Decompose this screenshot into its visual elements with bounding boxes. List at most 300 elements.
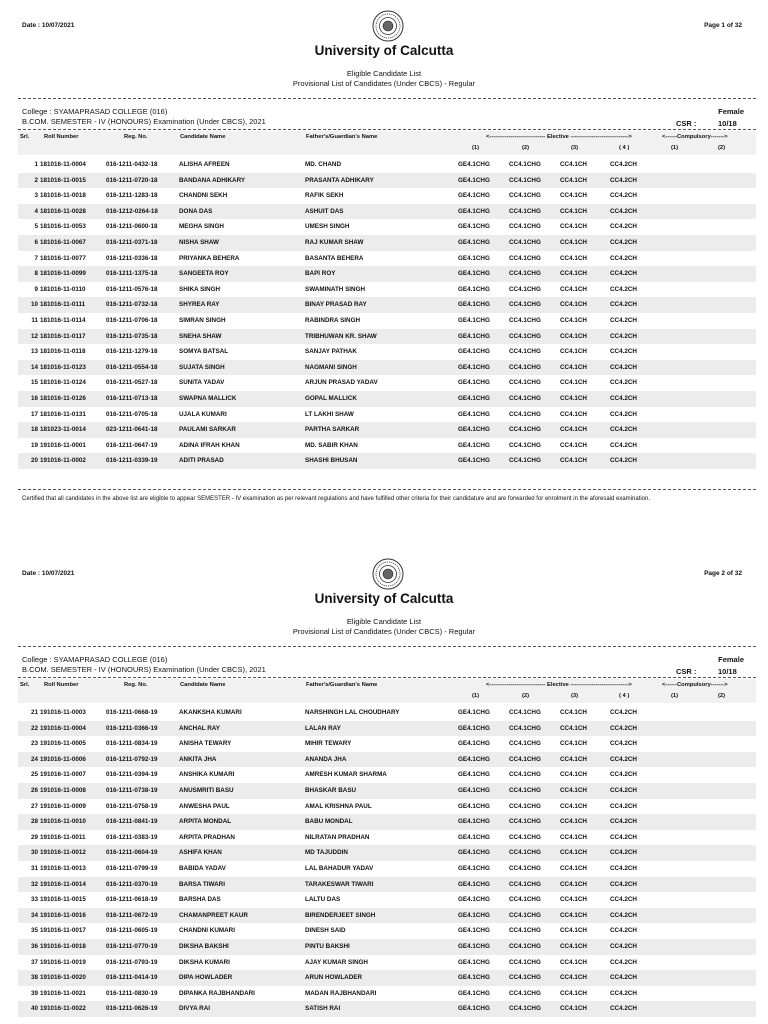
registration-number: 016-1211-0792-19 bbox=[106, 755, 158, 763]
guardian-name: LAL BAHADUR YADAV bbox=[305, 864, 374, 872]
elective-2: CC4.1CHG bbox=[509, 207, 541, 215]
list-description: Provisional List of Candidates (Under CBCS) - Regular bbox=[292, 627, 476, 636]
college-label: College : SYAMAPRASAD COLLEGE (016) bbox=[22, 655, 168, 664]
elective-2: CC4.1CHG bbox=[509, 223, 541, 231]
elective-4: CC4.2CH bbox=[610, 223, 637, 231]
header-e4: ( 4 ) bbox=[619, 145, 630, 151]
serial-number: 33 bbox=[30, 896, 38, 904]
elective-4: CC4.2CH bbox=[610, 989, 637, 997]
header-father: Father's/Guardian's Name bbox=[306, 682, 378, 688]
serial-number: 7 bbox=[34, 254, 38, 262]
table-row bbox=[18, 219, 756, 235]
elective-4: CC4.2CH bbox=[610, 316, 637, 324]
roll-number: 191016-11-0014 bbox=[40, 880, 86, 888]
table-row bbox=[18, 705, 756, 721]
header-e1: (1) bbox=[472, 693, 480, 699]
table-row bbox=[18, 908, 756, 924]
registration-number: 016-1211-0705-18 bbox=[106, 410, 158, 418]
table-row bbox=[18, 375, 756, 391]
roll-number: 191016-11-0015 bbox=[40, 896, 86, 904]
candidate-name: MEGHA SINGH bbox=[179, 223, 224, 231]
serial-number: 35 bbox=[30, 927, 38, 935]
elective-4: CC4.2CH bbox=[610, 833, 637, 841]
elective-3: CC4.1CH bbox=[560, 880, 587, 888]
serial-number: 14 bbox=[30, 363, 38, 371]
candidate-name: CHANDNI KUMARI bbox=[179, 927, 235, 935]
roll-number: 181016-11-0015 bbox=[40, 176, 86, 184]
roll-number: 181016-11-0099 bbox=[40, 270, 86, 278]
candidate-name: SIMRAN SINGH bbox=[179, 316, 226, 324]
registration-number: 016-1211-0758-19 bbox=[106, 802, 158, 810]
elective-3: CC4.1CH bbox=[560, 332, 587, 340]
elective-2: CC4.1CHG bbox=[509, 974, 541, 982]
table-row bbox=[18, 923, 756, 939]
elective-4: CC4.2CH bbox=[610, 849, 637, 857]
header-e3: (3) bbox=[571, 145, 579, 151]
elective-1: GE4.1CHG bbox=[458, 709, 490, 716]
exam-label: B.COM. SEMESTER - IV (HONOURS) Examination (Under CBCS), 2021 bbox=[22, 117, 266, 126]
elective-3: CC4.1CH bbox=[560, 301, 587, 309]
elective-4: CC4.2CH bbox=[610, 332, 637, 340]
elective-3: CC4.1CH bbox=[560, 254, 587, 262]
candidate-name: ANSHIKA KUMARI bbox=[179, 771, 235, 779]
guardian-name: NILRATAN PRADHAN bbox=[305, 833, 370, 841]
registration-number: 016-1211-0672-19 bbox=[106, 911, 158, 919]
header-e2: (2) bbox=[522, 693, 530, 699]
elective-4: CC4.2CH bbox=[610, 348, 637, 356]
elective-4: CC4.2CH bbox=[610, 426, 637, 434]
elective-4: CC4.2CH bbox=[610, 270, 637, 278]
candidate-name: DIVYA RAI bbox=[179, 1005, 211, 1013]
divider bbox=[18, 489, 756, 490]
registration-number: 016-1211-0600-18 bbox=[106, 223, 158, 231]
candidate-name: DIKSHA KUMARI bbox=[179, 958, 230, 966]
header-elective: <----------------------------- Elective ------------------------------> bbox=[486, 682, 632, 688]
guardian-name: MIHIR TEWARY bbox=[305, 740, 352, 748]
header-elective: <----------------------------- Elective ------------------------------> bbox=[486, 134, 632, 140]
header-reg: Reg. No. bbox=[124, 134, 148, 140]
elective-4: CC4.2CH bbox=[610, 942, 637, 950]
roll-number: 181016-11-0118 bbox=[40, 348, 86, 356]
serial-number: 16 bbox=[30, 394, 38, 402]
guardian-name: SANJAY PATHAK bbox=[305, 348, 357, 356]
elective-2: CC4.1CHG bbox=[509, 332, 541, 340]
candidate-name: ANISHA TEWARY bbox=[179, 740, 232, 748]
exam-label: B.COM. SEMESTER - IV (HONOURS) Examination (Under CBCS), 2021 bbox=[22, 665, 266, 674]
roll-number: 191016-11-0012 bbox=[40, 849, 86, 857]
roll-number: 191016-11-0021 bbox=[40, 989, 86, 997]
roll-number: 181016-11-0067 bbox=[40, 238, 86, 246]
table-row bbox=[18, 282, 756, 298]
elective-3: CC4.1CH bbox=[560, 958, 587, 966]
serial-number: 23 bbox=[30, 740, 38, 748]
elective-4: CC4.2CH bbox=[610, 864, 637, 872]
guardian-name: AJAY KUMAR SINGH bbox=[305, 958, 368, 966]
elective-4: CC4.2CH bbox=[610, 301, 637, 309]
csr-value: 10/18 bbox=[718, 667, 737, 676]
elective-4: CC4.2CH bbox=[610, 802, 637, 810]
candidate-name: BANDANA ADHIKARY bbox=[179, 176, 246, 184]
elective-1: GE4.1CHG bbox=[458, 989, 490, 997]
candidate-name: DONA DAS bbox=[179, 207, 213, 215]
candidate-name: BABIDA YADAV bbox=[179, 864, 226, 872]
table-row bbox=[18, 453, 756, 469]
registration-number: 016-1211-0383-19 bbox=[106, 833, 158, 841]
elective-3: CC4.1CH bbox=[560, 441, 587, 449]
serial-number: 11 bbox=[31, 316, 38, 324]
roll-number: 191016-11-0009 bbox=[40, 802, 86, 810]
registration-number: 016-1211-0604-19 bbox=[106, 849, 158, 857]
elective-4: CC4.2CH bbox=[610, 740, 637, 748]
elective-1: GE4.1CHG bbox=[458, 724, 490, 732]
candidate-name: CHANDNI SEKH bbox=[179, 192, 228, 200]
candidate-name: SNEHA SHAW bbox=[179, 332, 222, 340]
elective-3: CC4.1CH bbox=[560, 755, 587, 763]
elective-4: CC4.2CH bbox=[610, 410, 637, 418]
registration-number: 016-1211-0626-19 bbox=[106, 1005, 158, 1013]
roll-number: 181016-11-0004 bbox=[40, 161, 86, 168]
elective-2: CC4.1CHG bbox=[509, 849, 541, 857]
table-row bbox=[18, 313, 756, 329]
guardian-name: ARJUN PRASAD YADAV bbox=[305, 379, 378, 387]
elective-4: CC4.2CH bbox=[610, 238, 637, 246]
elective-3: CC4.1CH bbox=[560, 709, 587, 716]
header-name: Candidate Name bbox=[180, 134, 226, 140]
registration-number: 016-1211-0605-19 bbox=[106, 927, 158, 935]
header-srl: Srl. bbox=[20, 134, 30, 140]
candidate-name: SUJATA SINGH bbox=[179, 363, 225, 371]
table-row bbox=[18, 173, 756, 189]
elective-2: CC4.1CHG bbox=[509, 958, 541, 966]
guardian-name: PRASANTA ADHIKARY bbox=[305, 176, 374, 184]
registration-number: 016-1211-0770-19 bbox=[106, 942, 158, 950]
elective-1: GE4.1CHG bbox=[458, 270, 490, 278]
table-row bbox=[18, 955, 756, 971]
serial-number: 19 bbox=[30, 441, 38, 449]
elective-1: GE4.1CHG bbox=[458, 441, 490, 449]
candidate-name: BARSA TIWARI bbox=[179, 880, 225, 888]
guardian-name: SWAMINATH SINGH bbox=[305, 285, 366, 293]
candidate-name: NISHA SHAW bbox=[179, 238, 219, 246]
elective-4: CC4.2CH bbox=[610, 285, 637, 293]
table-row bbox=[18, 438, 756, 454]
elective-3: CC4.1CH bbox=[560, 285, 587, 293]
table-row bbox=[18, 986, 756, 1002]
roll-number: 181016-11-0018 bbox=[40, 192, 86, 200]
table-row bbox=[18, 329, 756, 345]
candidate-name: ASHIFA KHAN bbox=[179, 849, 222, 857]
guardian-name: RAJ KUMAR SHAW bbox=[305, 238, 364, 246]
elective-2: CC4.1CHG bbox=[509, 802, 541, 810]
elective-1: GE4.1CHG bbox=[458, 301, 490, 309]
registration-number: 016-1211-0554-18 bbox=[106, 363, 158, 371]
page-number: Page 2 of 32 bbox=[704, 570, 742, 577]
elective-2: CC4.1CHG bbox=[509, 316, 541, 324]
date-label: Date : 10/07/2021 bbox=[22, 22, 75, 29]
elective-3: CC4.1CH bbox=[560, 833, 587, 841]
serial-number: 31 bbox=[30, 864, 38, 872]
roll-number: 181016-11-0126 bbox=[40, 394, 86, 402]
csr-label: CSR : bbox=[676, 119, 697, 128]
elective-1: GE4.1CHG bbox=[458, 974, 490, 982]
elective-1: GE4.1CHG bbox=[458, 223, 490, 231]
roll-number: 181016-11-0110 bbox=[40, 285, 86, 293]
table-row bbox=[18, 845, 756, 861]
elective-1: GE4.1CHG bbox=[458, 363, 490, 371]
guardian-name: PINTU BAKSHI bbox=[305, 942, 350, 950]
elective-1: GE4.1CHG bbox=[458, 1005, 490, 1013]
elective-1: GE4.1CHG bbox=[458, 911, 490, 919]
serial-number: 9 bbox=[34, 285, 38, 293]
guardian-name: ANANDA JHA bbox=[305, 755, 347, 763]
roll-number: 191016-11-0011 bbox=[40, 833, 86, 841]
elective-4: CC4.2CH bbox=[610, 755, 637, 763]
elective-4: CC4.2CH bbox=[610, 207, 637, 215]
header-compulsory: <------Compulsory-------> bbox=[662, 134, 728, 140]
table-row bbox=[18, 767, 756, 783]
registration-number: 016-1211-0366-19 bbox=[106, 724, 158, 732]
header-reg: Reg. No. bbox=[124, 682, 148, 688]
guardian-name: PARTHA SARKAR bbox=[305, 426, 360, 434]
registration-number: 016-1211-0841-19 bbox=[106, 818, 158, 826]
header-roll: Roll Number bbox=[44, 134, 79, 140]
registration-number: 016-1211-0414-19 bbox=[106, 974, 158, 982]
guardian-name: RABINDRA SINGH bbox=[305, 316, 361, 324]
guardian-name: UMESH SINGH bbox=[305, 223, 350, 231]
serial-number: 15 bbox=[30, 379, 38, 387]
roll-number: 181023-11-0014 bbox=[40, 426, 86, 434]
candidate-name: SUNITA YADAV bbox=[179, 379, 225, 387]
table-row bbox=[18, 783, 756, 799]
guardian-name: BASANTA BEHERA bbox=[305, 254, 364, 262]
candidate-name: ALISHA AFREEN bbox=[179, 161, 230, 168]
serial-number: 4 bbox=[34, 207, 38, 215]
guardian-name: BHASKAR BASU bbox=[305, 786, 357, 794]
elective-4: CC4.2CH bbox=[610, 176, 637, 184]
elective-1: GE4.1CHG bbox=[458, 332, 490, 340]
guardian-name: NAGMANI SINGH bbox=[305, 363, 357, 371]
elective-4: CC4.2CH bbox=[610, 457, 637, 465]
table-row bbox=[18, 422, 756, 438]
table-row bbox=[18, 799, 756, 815]
elective-3: CC4.1CH bbox=[560, 724, 587, 732]
roll-number: 191016-11-0008 bbox=[40, 786, 86, 794]
elective-3: CC4.1CH bbox=[560, 911, 587, 919]
registration-number: 016-1211-0799-19 bbox=[106, 864, 158, 872]
candidate-name: DIPA HOWLADER bbox=[179, 974, 233, 982]
elective-4: CC4.2CH bbox=[610, 161, 637, 168]
elective-2: CC4.1CHG bbox=[509, 176, 541, 184]
candidate-name: ARPITA MONDAL bbox=[179, 818, 232, 826]
roll-number: 181016-11-0111 bbox=[40, 301, 86, 309]
table-row bbox=[18, 204, 756, 220]
registration-number: 016-1211-1279-18 bbox=[106, 348, 158, 356]
candidate-name: ANUSMRITI BASU bbox=[179, 786, 234, 794]
registration-number: 016-1211-0668-19 bbox=[106, 709, 158, 716]
elective-3: CC4.1CH bbox=[560, 740, 587, 748]
header-compulsory: <------Compulsory-------> bbox=[662, 682, 728, 688]
elective-1: GE4.1CHG bbox=[458, 254, 490, 262]
table-row bbox=[18, 814, 756, 830]
header-e1: (1) bbox=[472, 145, 480, 151]
elective-4: CC4.2CH bbox=[610, 896, 637, 904]
elective-4: CC4.2CH bbox=[610, 958, 637, 966]
elective-1: GE4.1CHG bbox=[458, 192, 490, 200]
elective-1: GE4.1CHG bbox=[458, 238, 490, 246]
header-c2: (2) bbox=[718, 693, 726, 699]
roll-number: 181016-11-0053 bbox=[40, 223, 86, 231]
roll-number: 191016-11-0007 bbox=[40, 771, 86, 779]
elective-3: CC4.1CH bbox=[560, 457, 587, 465]
registration-number: 016-1211-0527-18 bbox=[106, 379, 158, 387]
roll-number: 191016-11-0006 bbox=[40, 755, 86, 763]
table-row bbox=[18, 344, 756, 360]
registration-number: 016-1211-0618-19 bbox=[106, 896, 158, 904]
roll-number: 191016-11-0017 bbox=[40, 927, 86, 935]
elective-3: CC4.1CH bbox=[560, 896, 587, 904]
elective-1: GE4.1CHG bbox=[458, 927, 490, 935]
page-2 bbox=[0, 548, 768, 1024]
serial-number: 17 bbox=[30, 410, 38, 418]
serial-number: 8 bbox=[34, 270, 38, 278]
elective-1: GE4.1CHG bbox=[458, 426, 490, 434]
roll-number: 191016-11-0005 bbox=[40, 740, 86, 748]
registration-number: 016-1211-1283-18 bbox=[106, 192, 158, 200]
table-row bbox=[18, 157, 756, 173]
elective-1: GE4.1CHG bbox=[458, 207, 490, 215]
guardian-name: BABU MONDAL bbox=[305, 818, 353, 826]
elective-4: CC4.2CH bbox=[610, 724, 637, 732]
elective-3: CC4.1CH bbox=[560, 771, 587, 779]
table-row bbox=[18, 407, 756, 423]
table-row bbox=[18, 861, 756, 877]
guardian-name: BAPI ROY bbox=[305, 270, 336, 278]
candidate-name: ARPITA PRADHAN bbox=[179, 833, 235, 841]
guardian-name: AMRESH KUMAR SHARMA bbox=[305, 771, 387, 779]
guardian-name: NARSHINGH LAL CHOUDHARY bbox=[305, 709, 400, 716]
elective-1: GE4.1CHG bbox=[458, 316, 490, 324]
guardian-name: SATISH RAI bbox=[305, 1005, 341, 1013]
elective-4: CC4.2CH bbox=[610, 254, 637, 262]
elective-1: GE4.1CHG bbox=[458, 161, 490, 168]
serial-number: 30 bbox=[30, 849, 38, 857]
guardian-name: BIRENDERJEET SINGH bbox=[305, 911, 376, 919]
university-seal-icon bbox=[372, 558, 404, 590]
registration-number: 016-1211-0834-19 bbox=[106, 740, 158, 748]
candidate-name: DIKSHA BAKSHI bbox=[179, 942, 229, 950]
elective-2: CC4.1CHG bbox=[509, 410, 541, 418]
elective-3: CC4.1CH bbox=[560, 161, 587, 168]
registration-number: 016-1211-0713-18 bbox=[106, 394, 158, 402]
table-row bbox=[18, 360, 756, 376]
serial-number: 38 bbox=[30, 974, 38, 982]
roll-number: 191016-11-0018 bbox=[40, 942, 86, 950]
elective-2: CC4.1CHG bbox=[509, 254, 541, 262]
guardian-name: MADAN RAJBHANDARI bbox=[305, 989, 377, 997]
elective-3: CC4.1CH bbox=[560, 270, 587, 278]
elective-2: CC4.1CHG bbox=[509, 927, 541, 935]
candidate-name: BARSHA DAS bbox=[179, 896, 221, 904]
serial-number: 18 bbox=[30, 426, 38, 434]
table-row bbox=[18, 736, 756, 752]
elective-2: CC4.1CHG bbox=[509, 426, 541, 434]
elective-2: CC4.1CHG bbox=[509, 238, 541, 246]
registration-number: 016-1211-0706-18 bbox=[106, 316, 158, 324]
divider bbox=[18, 129, 756, 130]
elective-2: CC4.1CHG bbox=[509, 363, 541, 371]
elective-2: CC4.1CHG bbox=[509, 457, 541, 465]
elective-3: CC4.1CH bbox=[560, 207, 587, 215]
elective-4: CC4.2CH bbox=[610, 818, 637, 826]
elective-4: CC4.2CH bbox=[610, 363, 637, 371]
candidate-name: DIPANKA RAJBHANDARI bbox=[179, 989, 255, 997]
elective-3: CC4.1CH bbox=[560, 864, 587, 872]
header-father: Father's/Guardian's Name bbox=[306, 134, 378, 140]
table-row bbox=[18, 251, 756, 267]
elective-4: CC4.2CH bbox=[610, 880, 637, 888]
elective-2: CC4.1CHG bbox=[509, 441, 541, 449]
elective-1: GE4.1CHG bbox=[458, 942, 490, 950]
elective-3: CC4.1CH bbox=[560, 927, 587, 935]
elective-1: GE4.1CHG bbox=[458, 394, 490, 402]
roll-number: 181016-11-0131 bbox=[40, 410, 86, 418]
elective-1: GE4.1CHG bbox=[458, 755, 490, 763]
serial-number: 34 bbox=[30, 911, 38, 919]
registration-number: 016-1211-0735-18 bbox=[106, 332, 158, 340]
list-subtitle: Eligible Candidate List bbox=[346, 617, 422, 626]
elective-4: CC4.2CH bbox=[610, 786, 637, 794]
serial-number: 39 bbox=[30, 989, 38, 997]
elective-2: CC4.1CHG bbox=[509, 285, 541, 293]
guardian-name: MD. CHAND bbox=[305, 161, 342, 168]
candidate-name: CHAMANPREET KAUR bbox=[179, 911, 248, 919]
candidate-name: ANWESHA PAUL bbox=[179, 802, 230, 810]
registration-number: 016-1211-0336-18 bbox=[106, 254, 158, 262]
elective-3: CC4.1CH bbox=[560, 974, 587, 982]
elective-3: CC4.1CH bbox=[560, 348, 587, 356]
elective-3: CC4.1CH bbox=[560, 989, 587, 997]
list-subtitle: Eligible Candidate List bbox=[346, 69, 422, 78]
elective-3: CC4.1CH bbox=[560, 238, 587, 246]
elective-2: CC4.1CHG bbox=[509, 771, 541, 779]
divider bbox=[18, 646, 756, 647]
elective-2: CC4.1CHG bbox=[509, 1005, 541, 1013]
table-row bbox=[18, 721, 756, 737]
elective-1: GE4.1CHG bbox=[458, 864, 490, 872]
serial-number: 20 bbox=[30, 457, 38, 465]
guardian-name: LALAN RAY bbox=[305, 724, 341, 732]
registration-number: 016-1211-0830-19 bbox=[106, 989, 158, 997]
elective-1: GE4.1CHG bbox=[458, 379, 490, 387]
elective-3: CC4.1CH bbox=[560, 942, 587, 950]
serial-number: 12 bbox=[30, 332, 38, 340]
elective-4: CC4.2CH bbox=[610, 771, 637, 779]
registration-number: 016-1211-0576-18 bbox=[106, 285, 158, 293]
elective-2: CC4.1CHG bbox=[509, 942, 541, 950]
roll-number: 181016-11-0117 bbox=[40, 332, 86, 340]
guardian-name: MD TAJUDDIN bbox=[305, 849, 348, 857]
gender-label: Female bbox=[718, 655, 744, 664]
serial-number: 24 bbox=[30, 755, 38, 763]
elective-3: CC4.1CH bbox=[560, 1005, 587, 1013]
elective-1: GE4.1CHG bbox=[458, 958, 490, 966]
elective-2: CC4.1CHG bbox=[509, 880, 541, 888]
elective-2: CC4.1CHG bbox=[509, 911, 541, 919]
serial-number: 10 bbox=[30, 301, 38, 309]
roll-number: 181016-11-0124 bbox=[40, 379, 86, 387]
table-row bbox=[18, 877, 756, 893]
elective-2: CC4.1CHG bbox=[509, 394, 541, 402]
